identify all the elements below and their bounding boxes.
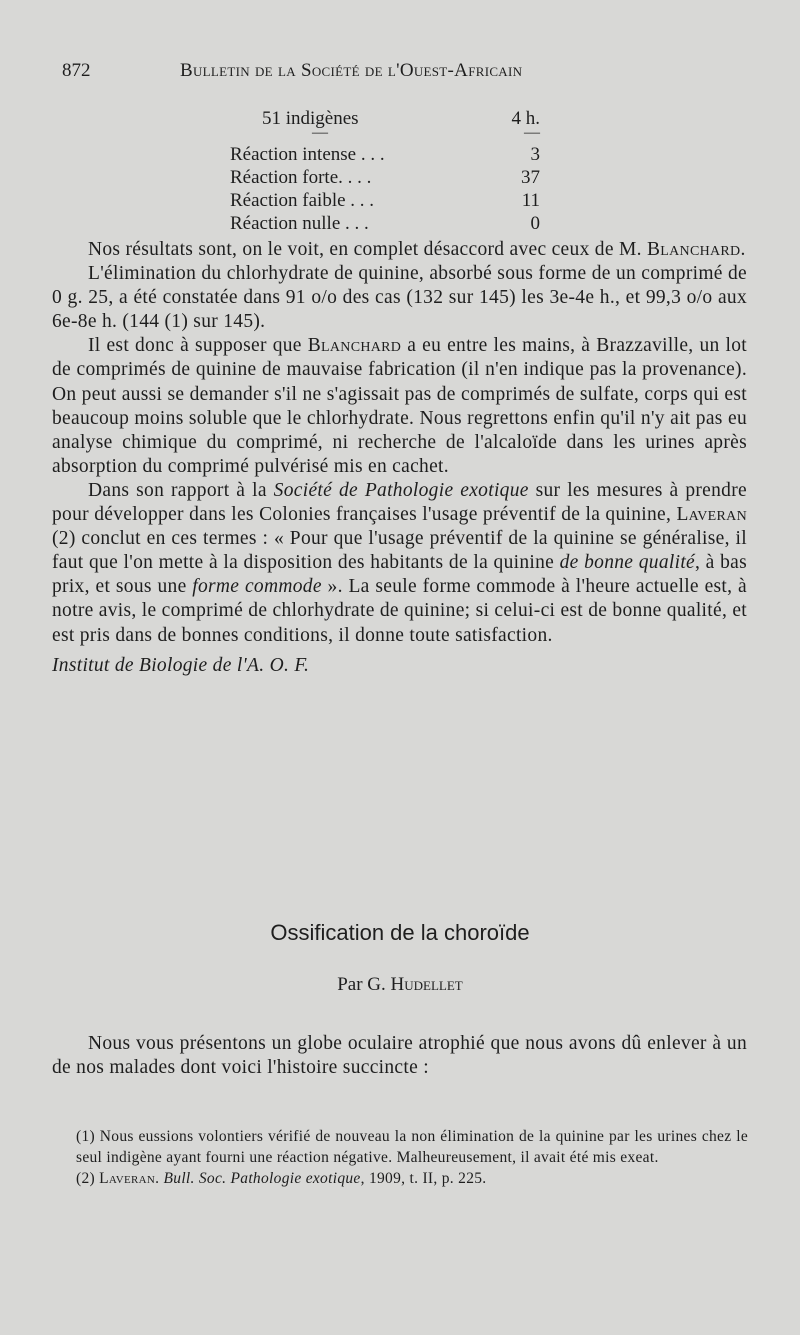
author-name: Hudellet [390, 974, 463, 995]
table-dash: — [312, 124, 328, 141]
table-row [230, 190, 540, 214]
paragraph: Dans son rapport à la Société de Pathologie exotique sur les mesures à prendre pour développer dans les Colonies françaises l'usage préventif de la quinine, Laveran (2) conclut en ces termes : « Pour que l'usage préventif de la quinine se généralise, il faut que l'on mette à la disposition des habitants de la quinine de bonne qualité, à bas prix, et sous une forme commode ». La seule forme commode à l'heure actuelle est, à notre avis, le comprimé de chlorhydrate de quinine; si celui-ci est de bonne qualité, et est pris dans de bonnes conditions, il donne toute satisfaction. [52, 479, 747, 646]
paragraph: Nos résultats sont, on le voit, en complet désaccord avec ceux de M. Blanchard. [88, 239, 746, 260]
table-row-value: 3 [530, 144, 540, 165]
article-title: Ossification de la choroïde [270, 920, 530, 945]
table-row-value: 0 [530, 213, 540, 234]
table-row [230, 167, 540, 191]
table-row [230, 213, 540, 237]
body-text [52, 238, 747, 678]
table-row-label: Réaction forte. . . . [230, 167, 372, 188]
paragraph: Il est donc à supposer que Blanchard a eu entre les mains, à Brazzaville, un lot de comprimés de quinine de mauvaise fabrication (il n'en indique pas la provenance). On peut aussi se demander s'il ne s'agissait pas de comprimés de sulfate, corps qui est beaucoup moins soluble que le chlorhydrate. Nous regrettons enfin qu'il n'y ait pas eu analyse chimique du comprimé, ni recherche de l'alcaloïde dans les urines après absorption du comprimé pulvérisé mis en cachet. [52, 335, 747, 477]
author-name: Laveran [676, 504, 747, 526]
institution-signature: Institut de Biologie de l'A. O. F. [52, 654, 310, 676]
footnote-number: (1) [76, 1128, 95, 1145]
footnote: (1) Nous eussions volontiers vérifié de nouveau la non élimination de la quinine par les urines chez le seul indigène ayant fourni une réaction négative. Malheureusement, il avait été mis exeat. [76, 1128, 748, 1166]
table-row [230, 144, 540, 168]
emphasis: de bonne qualité [559, 552, 695, 574]
page-number: 872 [62, 60, 91, 81]
table-dash: — [524, 124, 540, 141]
footnote: (2) Laveran. Bull. Soc. Pathologie exotique, 1909, t. II, p. 225. [76, 1170, 487, 1187]
footnote-number: (2) [76, 1170, 100, 1187]
author-name: Blanchard [646, 239, 741, 260]
table-row-value: 11 [521, 190, 540, 211]
emphasis: forme commode [192, 576, 322, 598]
table-row-value: 37 [521, 167, 540, 188]
table-head-label: 51 indigènes [262, 108, 359, 129]
table-row-label: Réaction faible . . . [230, 190, 375, 211]
table-row-label: Réaction nulle . . . [230, 213, 369, 234]
paragraph: Nous vous présentons un globe oculaire atrophié que nous avons dû enlever à un de nos malades dont voici l'histoire succincte : [52, 1033, 747, 1079]
article-body [52, 1032, 747, 1080]
author-name: Laveran [99, 1170, 156, 1187]
society-name: Société de Pathologie exotique [273, 479, 529, 501]
paragraph: L'élimination du chlorhydrate de quinine, absorbé sous forme de un comprimé de 0 g. 25, a été constatée dans 91 o/o des cas (132 sur 145) les 3e-4e h., et 99,3 o/o aux 6e-8e h. (144 (1) sur 145). [52, 263, 747, 333]
footnotes [76, 1126, 748, 1189]
article-byline: Par G. Hudellet [337, 974, 463, 995]
running-title: Bulletin de la Société de l'Ouest-Africain [180, 60, 523, 81]
table-head-value: 4 h. [511, 108, 540, 129]
table-row-label: Réaction intense . . . [230, 144, 385, 165]
journal-name: Bull. Soc. Pathologie exotique [163, 1170, 361, 1187]
author-name: Blanchard [307, 335, 402, 357]
